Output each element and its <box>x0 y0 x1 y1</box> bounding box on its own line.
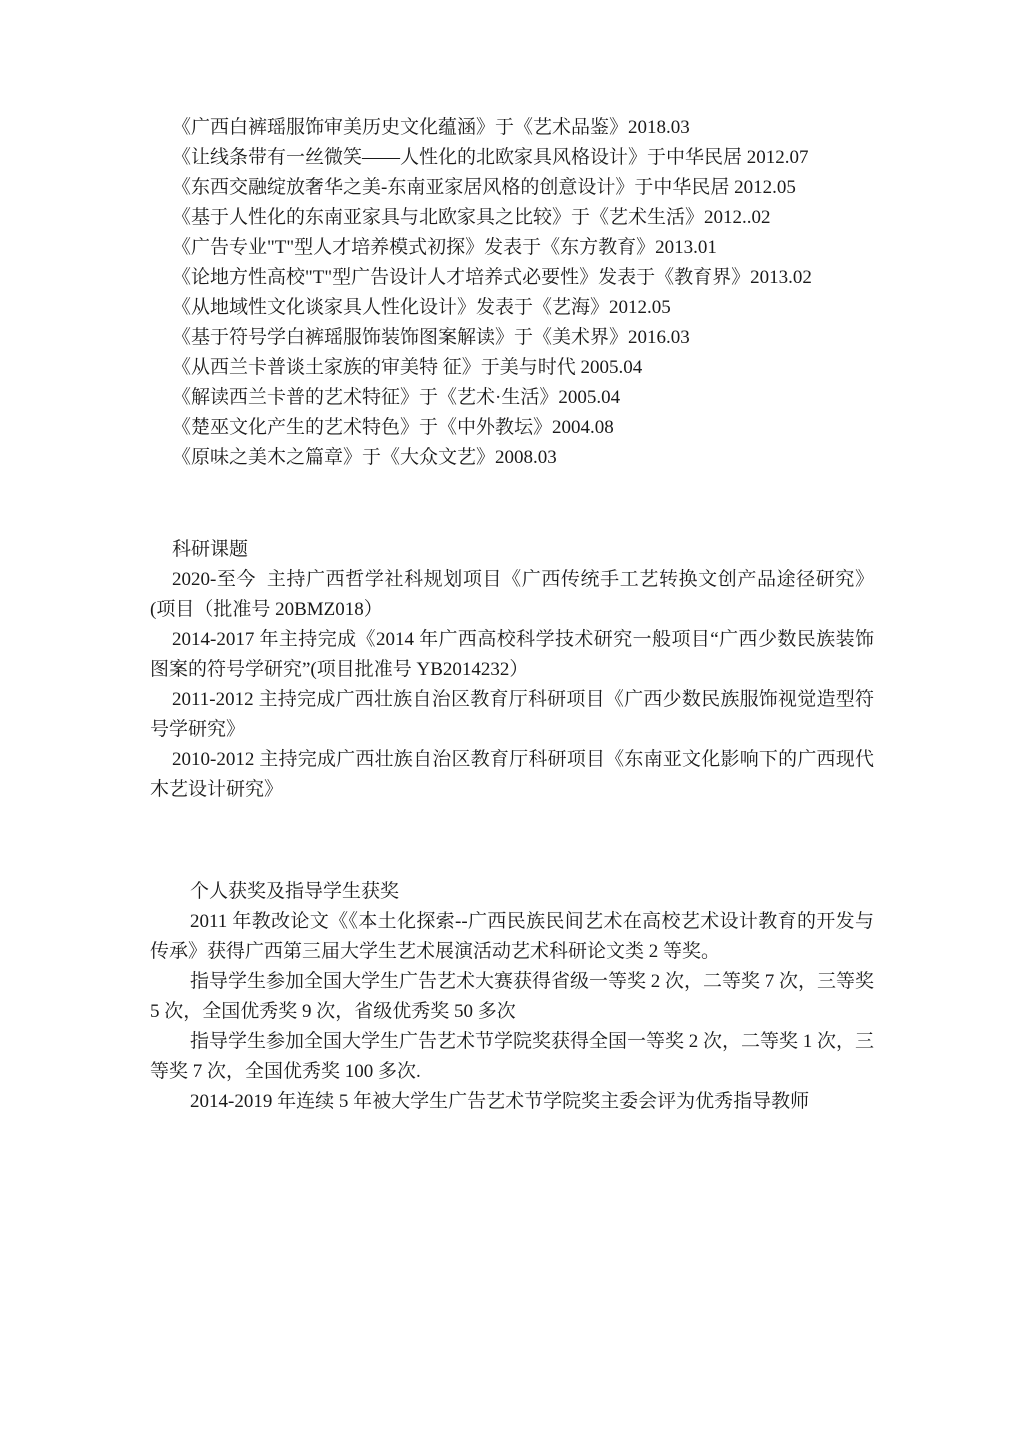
section-spacer <box>150 473 874 535</box>
publication-item: 《解读西兰卡普的艺术特征》于《艺术·生活》2005.04 <box>172 387 621 408</box>
award-item: 2014-2019 年连续 5 年被大学生广告艺术节学院奖主委会评为优秀指导教师 <box>190 1091 810 1112</box>
award-item: 2011 年教改论文《《本土化探索--广西民族民间艺术在高校艺术设计教育的开发与传承》获得广西第三届大学生艺术展演活动艺术科研论文类 2 等奖。 <box>150 911 874 962</box>
award-item: 指导学生参加全国大学生广告艺术大赛获得省级一等奖 2 次，二等奖 7 次，三等奖 5 次，全国优秀奖 9 次，省级优秀奖 50 多次 <box>150 971 879 1022</box>
research-project-item: 2010-2012 主持完成广西壮族自治区教育厅科研项目《东南亚文化影响下的广西现代木艺设计研究》 <box>150 749 874 800</box>
award-item: 指导学生参加全国大学生广告艺术节学院奖获得全国一等奖 2 次，二等奖 1 次，三等奖 7 次，全国优秀奖 100 多次. <box>150 1031 875 1082</box>
publications-section <box>150 113 874 473</box>
publication-item: 《让线条带有一丝微笑——人性化的北欧家具风格设计》于中华民居 2012.07 <box>172 147 809 168</box>
document-text-column <box>150 113 879 1117</box>
publication-item: 《广西白裤瑶服饰审美历史文化蕴涵》于《艺术品鉴》2018.03 <box>172 117 690 138</box>
research-project-item: 2014-2017 年主持完成《2014 年广西高校科学技术研究一般项目“广西少数民族装饰图案的符号学研究”(项目批准号 YB2014232） <box>150 629 874 680</box>
research-project-item: 2011-2012 主持完成广西壮族自治区教育厅科研项目《广西少数民族服饰视觉造型符号学研究》 <box>150 689 874 740</box>
research-projects-section <box>150 535 874 805</box>
publication-item: 《楚巫文化产生的艺术特色》于《中外教坛》2004.08 <box>172 417 614 438</box>
section-spacer <box>150 805 874 877</box>
publication-item: 《从地域性文化谈家具人性化设计》发表于《艺海》2012.05 <box>172 297 671 318</box>
awards-heading: 个人获奖及指导学生获奖 <box>190 881 400 902</box>
publication-item: 《东西交融绽放奢华之美-东南亚家居风格的创意设计》于中华民居 2012.05 <box>172 177 796 198</box>
publication-item: 《基于符号学白裤瑶服饰装饰图案解读》于《美术界》2016.03 <box>172 327 690 348</box>
research-projects-heading: 科研课题 <box>172 539 249 560</box>
research-project-item: 2020-至今 主持广西哲学社科规划项目《广西传统手工艺转换文创产品途径研究》(项目（批准号 20BMZ018） <box>150 569 874 620</box>
publication-item: 《基于人性化的东南亚家具与北欧家具之比较》于《艺术生活》2012..02 <box>172 207 771 228</box>
publication-item: 《从西兰卡普谈土家族的审美特 征》于美与时代 2005.04 <box>172 357 643 378</box>
publication-item: 《原味之美木之篇章》于《大众文艺》2008.03 <box>172 447 557 468</box>
awards-section <box>150 877 879 1117</box>
publication-item: 《广告专业"T"型人才培养模式初探》发表于《东方教育》2013.01 <box>172 237 717 258</box>
publication-item: 《论地方性高校"T"型广告设计人才培养式必要性》发表于《教育界》2013.02 <box>172 267 812 288</box>
